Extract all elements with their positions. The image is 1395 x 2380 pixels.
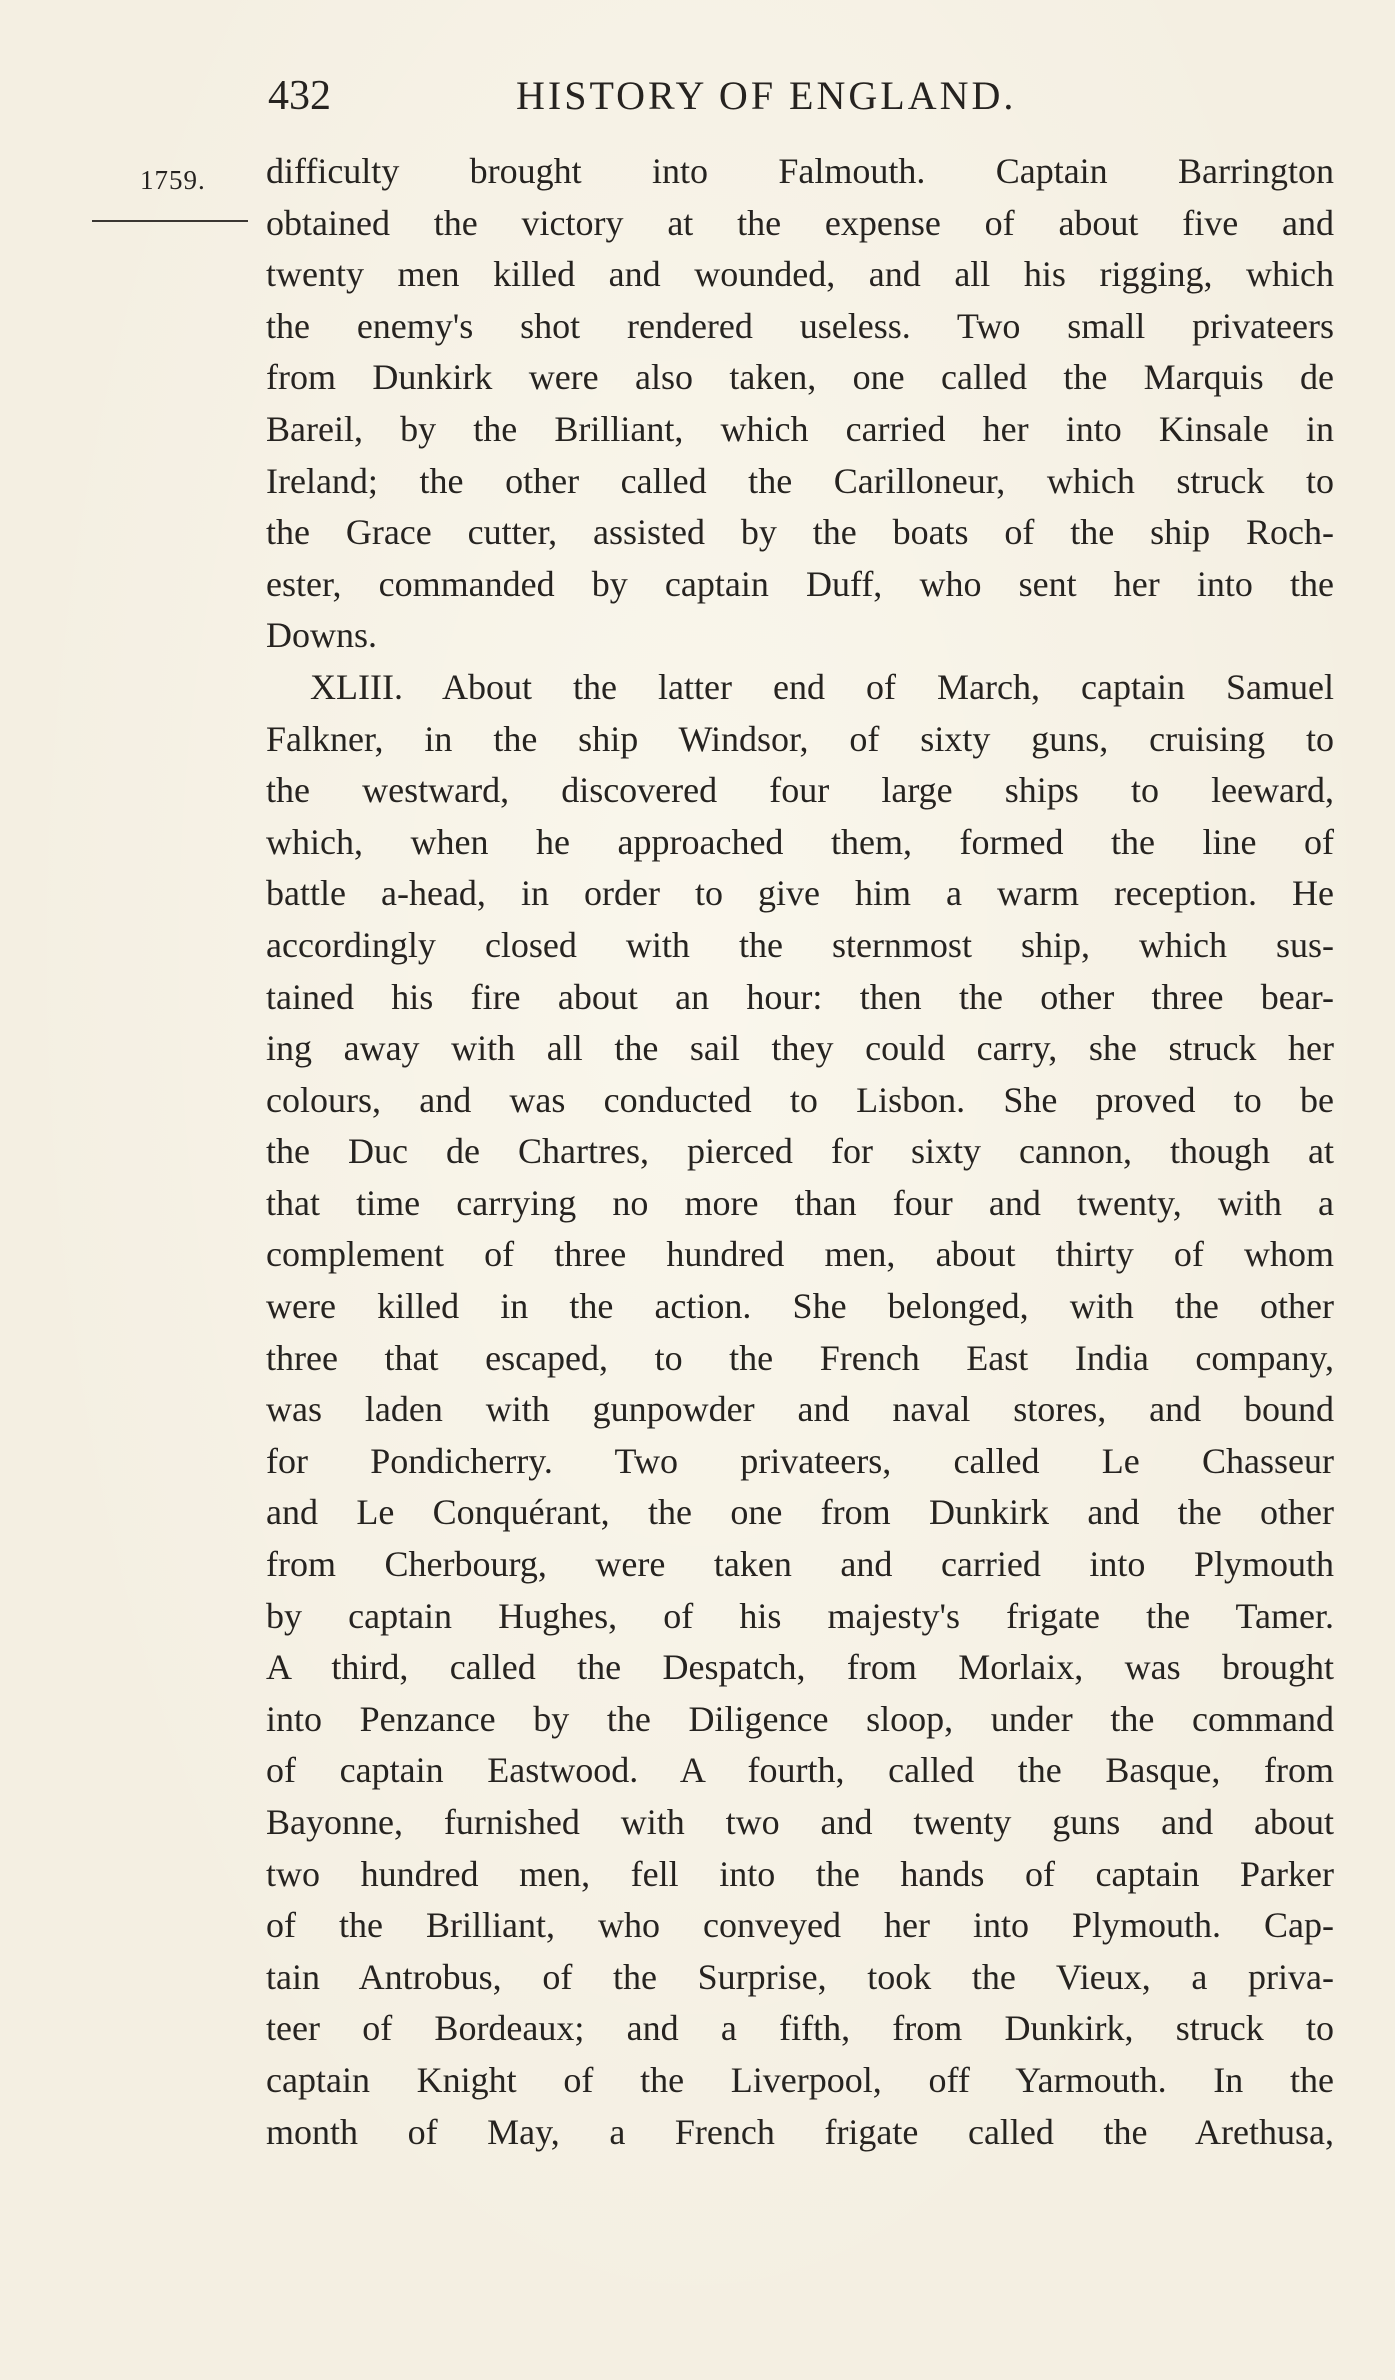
text-line: from Dunkirk were also taken, one called the Marquis de (266, 357, 1334, 398)
text-line: teer of Bordeaux; and a fifth, from Dunkirk, struck to (266, 2008, 1334, 2049)
text-line: Bayonne, furnished with two and twenty guns and about (266, 1802, 1334, 1842)
text-line: difficulty brought into Falmouth. Captain Barrington (266, 151, 1334, 191)
text-line: Ireland; the other called the Carilloneur, which struck to (266, 460, 1334, 501)
text-line: three that escaped, to the French East India company, (266, 1337, 1334, 1378)
section-heading-line: XLIII. About the latter end of March, captain Samuel (310, 666, 1334, 707)
text-line: tain Antrobus, of the Surprise, took the Vieux, a priva- (266, 1956, 1334, 1997)
text-line: complement of three hundred men, about thirty of whom (266, 1234, 1334, 1275)
running-head (268, 72, 1098, 132)
text-line: by captain Hughes, of his majesty's frigate the Tamer. (266, 1595, 1334, 1636)
text-line: of the Brilliant, who conveyed her into Plymouth. Cap- (266, 1905, 1334, 1946)
text-line: Bareil, by the Brilliant, which carried her into Kinsale in (266, 408, 1334, 449)
text-line: ing away with all the sail they could carry, she struck her (266, 1028, 1334, 1069)
text-line: the enemy's shot rendered useless. Two small privateers (266, 305, 1334, 346)
text-line: Downs. (266, 615, 378, 656)
text-line: two hundred men, fell into the hands of captain Parker (266, 1853, 1334, 1894)
text-line: the Grace cutter, assisted by the boats of the ship Roch- (266, 512, 1334, 553)
margin-year-note: 1759. (140, 165, 206, 195)
text-line: accordingly closed with the sternmost ship, which sus- (266, 924, 1334, 965)
text-line: that time carrying no more than four and twenty, with a (266, 1182, 1334, 1223)
running-title: HISTORY OF ENGLAND. (516, 73, 1017, 118)
text-line: ester, commanded by captain Duff, who sent her into the (266, 563, 1334, 604)
text-line: for Pondicherry. Two privateers, called Le Chasseur (266, 1440, 1334, 1481)
margin-rule (92, 220, 248, 222)
text-line: twenty men killed and wounded, and all his rigging, which (266, 254, 1334, 295)
text-line: captain Knight of the Liverpool, off Yarmouth. In the (266, 2059, 1334, 2100)
text-line: of captain Eastwood. A fourth, called the Basque, from (266, 1750, 1334, 1791)
text-line: the westward, discovered four large ships to leeward, (266, 770, 1334, 811)
text-line: colours, and was conducted to Lisbon. She proved to be (266, 1079, 1334, 1120)
text-line: was laden with gunpowder and naval stores, and bound (266, 1389, 1334, 1430)
text-line: Falkner, in the ship Windsor, of sixty guns, cruising to (266, 718, 1334, 759)
text-line: obtained the victory at the expense of about five and (266, 202, 1334, 243)
text-line: and Le Conquérant, the one from Dunkirk and the other (266, 1492, 1334, 1533)
text-line: were killed in the action. She belonged, with the other (266, 1286, 1334, 1327)
text-line: the Duc de Chartres, pierced for sixty cannon, though at (266, 1131, 1334, 1172)
text-line: from Cherbourg, were taken and carried into Plymouth (266, 1544, 1334, 1585)
text-line: into Penzance by the Diligence sloop, under the command (266, 1698, 1334, 1739)
body-text (266, 146, 1334, 2158)
page-number: 432 (268, 73, 331, 119)
text-line: A third, called the Despatch, from Morlaix, was brought (266, 1647, 1334, 1688)
text-line: tained his fire about an hour: then the other three bear- (266, 976, 1334, 1017)
text-line: which, when he approached them, formed the line of (266, 821, 1334, 862)
text-line: battle a-head, in order to give him a warm reception. He (266, 873, 1334, 914)
text-line: month of May, a French frigate called the Arethusa, (266, 2111, 1334, 2152)
